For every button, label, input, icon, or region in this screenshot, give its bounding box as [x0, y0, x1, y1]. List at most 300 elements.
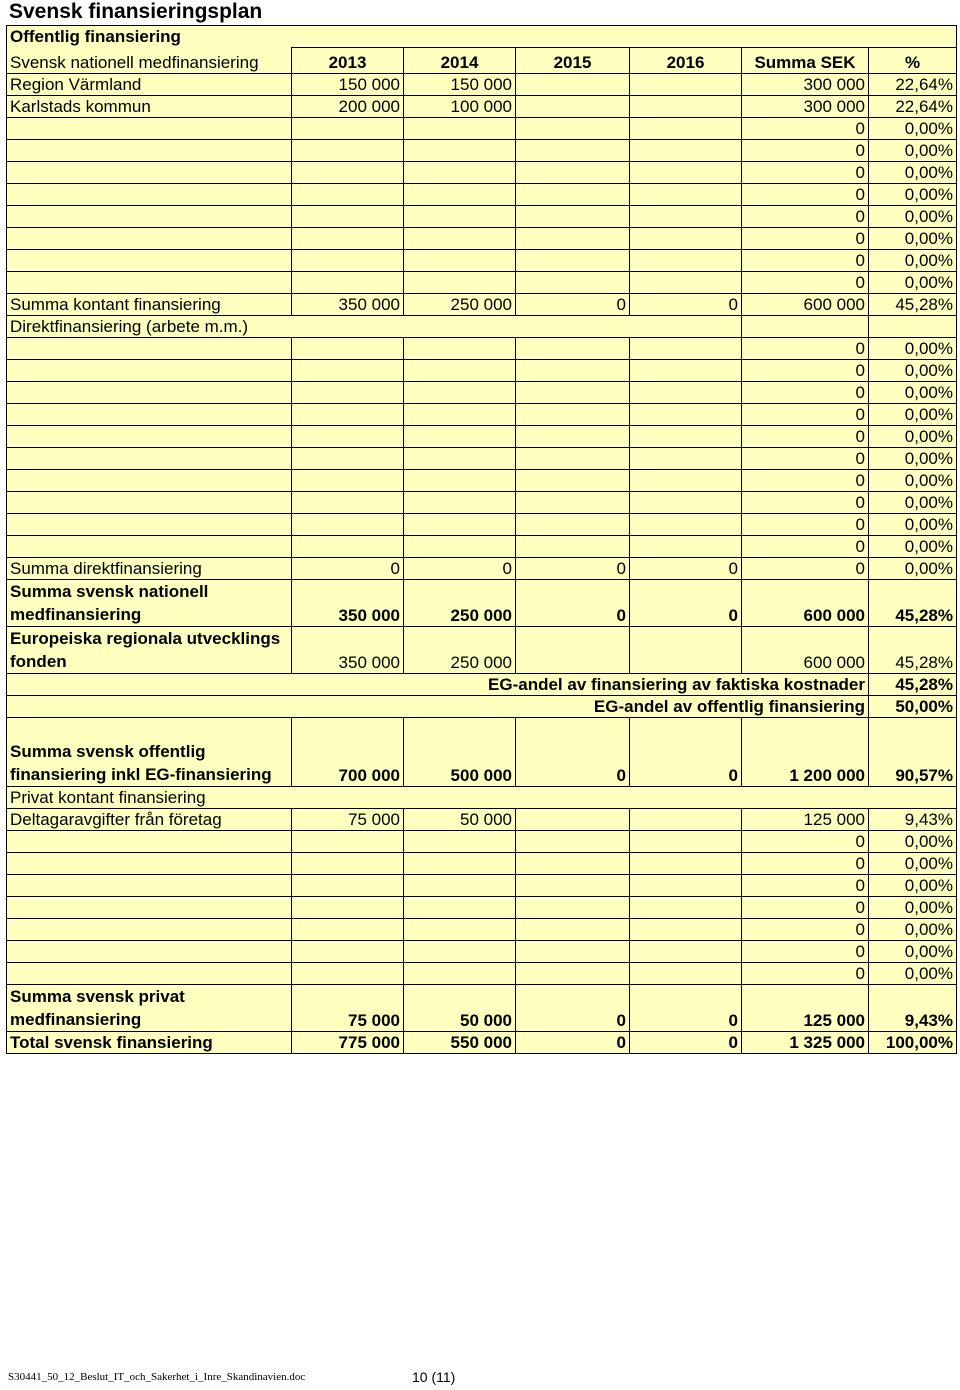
row-label: Europeiska regionala utvecklings fonden [7, 626, 292, 673]
cell-y2013 [292, 139, 404, 161]
cell-sum: 0 [742, 447, 869, 469]
cell-pct: 0,00% [869, 117, 957, 139]
cell-y2013 [292, 271, 404, 293]
cell-y2014 [404, 962, 516, 984]
cell-y2015: 0 [516, 557, 630, 579]
cell-sum: 0 [742, 852, 869, 874]
row-label [7, 183, 292, 205]
cell-y2013 [292, 852, 404, 874]
blank-cell [292, 381, 404, 403]
cell-y2015: 0 [516, 293, 630, 315]
cell-y2016 [630, 139, 742, 161]
cell-sum: 0 [742, 381, 869, 403]
table-row [7, 1031, 957, 1053]
blank-cell [516, 874, 630, 896]
blank-cell [516, 447, 630, 469]
cell-y2016: 0 [630, 1031, 742, 1053]
cell-y2013: 75 000 [292, 984, 404, 1031]
row-label [7, 918, 292, 940]
cell-y2015 [516, 161, 630, 183]
table-row [7, 874, 957, 896]
cell-y2014 [404, 896, 516, 918]
cell-y2013 [292, 918, 404, 940]
cell-y2013 [292, 874, 404, 896]
section-row [7, 26, 957, 48]
blank-cell [630, 381, 742, 403]
cell-sum: 125 000 [742, 808, 869, 830]
row-label: Summa svensk nationell medfinansiering [7, 579, 292, 626]
cell-y2016 [630, 117, 742, 139]
row-label: Summa kontant finansiering [7, 293, 292, 315]
header-2013: 2013 [292, 48, 404, 74]
footer-doc-name: S30441_50_12_Beslut_IT_och_Sakerhet_i_Inre_Skandinavien.doc [8, 1371, 306, 1383]
table-row [7, 513, 957, 535]
cell-pct: 0,00% [869, 918, 957, 940]
cell-y2013 [292, 249, 404, 271]
cell-y2013: 350 000 [292, 293, 404, 315]
row-label [7, 117, 292, 139]
cell-sum: 600 000 [742, 579, 869, 626]
cell-y2014: 250 000 [404, 579, 516, 626]
header-sum: Summa SEK [742, 48, 869, 74]
table-row [7, 695, 957, 717]
cell-sum: 0 [742, 227, 869, 249]
table-row [7, 161, 957, 183]
blank-cell [7, 425, 292, 447]
cell-sum: 0 [742, 249, 869, 271]
blank-cell [516, 918, 630, 940]
cell-pct: 0,00% [869, 874, 957, 896]
table-row [7, 535, 957, 557]
cell-y2013 [292, 830, 404, 852]
header-row [7, 48, 957, 74]
cell-y2013: 350 000 [292, 626, 404, 673]
blank-cell [516, 337, 630, 359]
cell-y2013 [292, 227, 404, 249]
cell-sum: 600 000 [742, 293, 869, 315]
row-label [7, 874, 292, 896]
cell-pct: 0,00% [869, 535, 957, 557]
cell-y2013 [292, 962, 404, 984]
cell-y2013 [292, 117, 404, 139]
cell-y2015 [516, 183, 630, 205]
cell-y2016: 0 [630, 557, 742, 579]
row-label [7, 205, 292, 227]
cell-sum: 0 [742, 557, 869, 579]
table-row [7, 557, 957, 579]
cell-y2014 [404, 139, 516, 161]
cell-sum: 0 [742, 962, 869, 984]
blank-cell [404, 403, 516, 425]
cell-pct: 0,00% [869, 139, 957, 161]
financing-table [6, 25, 957, 1054]
blank-cell [7, 673, 292, 695]
row-label [7, 896, 292, 918]
cell-y2014 [404, 874, 516, 896]
cell-pct: 9,43% [869, 984, 957, 1031]
table-row [7, 447, 957, 469]
blank-cell [516, 852, 630, 874]
cell-y2015 [516, 139, 630, 161]
cell-y2014: 0 [404, 557, 516, 579]
blank-cell [7, 447, 292, 469]
table-row [7, 271, 957, 293]
blank-cell [404, 381, 516, 403]
cell-y2014 [404, 830, 516, 852]
header-2015: 2015 [516, 48, 630, 74]
cell-sum: 0 [742, 513, 869, 535]
blank-cell [630, 513, 742, 535]
cell-sum: 0 [742, 535, 869, 557]
cell-y2016 [630, 161, 742, 183]
blank-cell [404, 337, 516, 359]
cell-y2014: 500 000 [404, 717, 516, 786]
row-label [7, 271, 292, 293]
cell-pct: 0,00% [869, 271, 957, 293]
cell-y2015 [516, 205, 630, 227]
blank-cell [630, 962, 742, 984]
cell-pct: 90,57% [869, 717, 957, 786]
blank-cell [7, 695, 292, 717]
blank-cell [292, 403, 404, 425]
blank-cell [516, 808, 630, 830]
cell-y2014: 50 000 [404, 808, 516, 830]
table-row [7, 830, 957, 852]
cell-y2015 [516, 249, 630, 271]
cell-y2014 [404, 227, 516, 249]
cell-y2015 [516, 271, 630, 293]
blank-cell [516, 381, 630, 403]
table-row [7, 469, 957, 491]
blank-cell [516, 513, 630, 535]
table-row [7, 73, 957, 95]
cell-pct: 0,00% [869, 852, 957, 874]
cell-y2013: 775 000 [292, 1031, 404, 1053]
cell-pct: 0,00% [869, 513, 957, 535]
cell-sum: 0 [742, 403, 869, 425]
blank-cell [742, 315, 869, 337]
cell-sum: 0 [742, 896, 869, 918]
blank-cell [630, 896, 742, 918]
page-title: Svensk finansieringsplan [9, 0, 263, 23]
cell-sum: 0 [742, 830, 869, 852]
cell-y2016 [630, 95, 742, 117]
row-label: Karlstads kommun [7, 95, 292, 117]
row-label [7, 139, 292, 161]
blank-cell [630, 852, 742, 874]
cell-y2015: 0 [516, 717, 630, 786]
cell-sum: 0 [742, 469, 869, 491]
blank-cell [292, 315, 404, 337]
cell-y2014 [404, 271, 516, 293]
blank-cell [404, 491, 516, 513]
cell-y2013 [292, 183, 404, 205]
cell-y2015: 0 [516, 984, 630, 1031]
cell-y2014 [404, 940, 516, 962]
header-label: Svensk nationell medfinansiering [7, 48, 292, 74]
cell-pct: 100,00% [869, 1031, 957, 1053]
blank-cell [292, 447, 404, 469]
cell-pct: 45,28% [869, 626, 957, 673]
cell-pct: 0,00% [869, 940, 957, 962]
cell-pct: 0,00% [869, 161, 957, 183]
cell-pct: 0,00% [869, 491, 957, 513]
cell-pct: 0,00% [869, 227, 957, 249]
table-row [7, 139, 957, 161]
cell-y2016 [630, 73, 742, 95]
cell-y2013 [292, 161, 404, 183]
blank-cell [7, 337, 292, 359]
row-label: Summa svensk offentlig finansiering inkl EG-finansiering [7, 717, 292, 786]
cell-y2015 [516, 626, 630, 673]
blank-cell [869, 315, 957, 337]
table-row [7, 940, 957, 962]
footer-page-number: 10 (11) [412, 1369, 456, 1385]
cell-y2014 [404, 852, 516, 874]
blank-cell [7, 359, 292, 381]
row-label [7, 962, 292, 984]
cell-pct: 0,00% [869, 249, 957, 271]
cell-y2016 [630, 249, 742, 271]
cell-y2015 [516, 227, 630, 249]
cell-y2014: 150 000 [404, 73, 516, 95]
section-row [7, 315, 957, 337]
cell-pct: 0,00% [869, 183, 957, 205]
blank-cell [630, 874, 742, 896]
blank-cell [292, 535, 404, 557]
row-label: Summa direktfinansiering [7, 557, 292, 579]
cell-pct: 22,64% [869, 73, 957, 95]
cell-y2014: 250 000 [404, 626, 516, 673]
blank-cell [404, 513, 516, 535]
cell-y2015 [516, 117, 630, 139]
cell-y2014 [404, 183, 516, 205]
blank-cell [7, 535, 292, 557]
cell-y2016: 0 [630, 579, 742, 626]
cell-y2014: 250 000 [404, 293, 516, 315]
cell-pct: 0,00% [869, 425, 957, 447]
cell-pct: 45,28% [869, 293, 957, 315]
cell-sum: 300 000 [742, 73, 869, 95]
cell-sum: 600 000 [742, 626, 869, 673]
blank-cell [630, 918, 742, 940]
row-label: EG-andel av finansiering av faktiska kostnader [292, 673, 869, 695]
cell-sum: 0 [742, 491, 869, 513]
blank-cell [404, 425, 516, 447]
cell-y2014 [404, 205, 516, 227]
blank-cell [292, 337, 404, 359]
table-row [7, 962, 957, 984]
blank-cell [630, 425, 742, 447]
cell-y2013 [292, 940, 404, 962]
blank-cell [516, 940, 630, 962]
blank-cell [516, 962, 630, 984]
blank-cell [404, 447, 516, 469]
blank-cell [630, 469, 742, 491]
blank-cell [630, 359, 742, 381]
cell-sum: 0 [742, 874, 869, 896]
blank-cell [7, 491, 292, 513]
cell-pct: 0,00% [869, 962, 957, 984]
blank-cell [7, 403, 292, 425]
cell-sum: 0 [742, 139, 869, 161]
cell-pct: 0,00% [869, 469, 957, 491]
table-row [7, 249, 957, 271]
table-row [7, 95, 957, 117]
cell-pct: 0,00% [869, 359, 957, 381]
cell-sum: 0 [742, 183, 869, 205]
blank-cell [630, 830, 742, 852]
blank-cell [516, 315, 630, 337]
cell-y2016 [630, 626, 742, 673]
cell-sum: 125 000 [742, 984, 869, 1031]
cell-y2013: 75 000 [292, 808, 404, 830]
blank-cell [404, 315, 516, 337]
section-public-label: Offentlig finansiering [7, 26, 957, 48]
table-row [7, 984, 957, 1031]
blank-cell [516, 469, 630, 491]
table-row [7, 425, 957, 447]
blank-cell [7, 381, 292, 403]
section-row [7, 786, 957, 808]
cell-y2013: 200 000 [292, 95, 404, 117]
cell-sum: 0 [742, 359, 869, 381]
table-row [7, 227, 957, 249]
blank-cell [630, 315, 742, 337]
cell-sum: 0 [742, 425, 869, 447]
cell-y2014: 100 000 [404, 95, 516, 117]
cell-y2016 [630, 271, 742, 293]
row-label [7, 227, 292, 249]
cell-pct: 0,00% [869, 447, 957, 469]
row-label [7, 249, 292, 271]
row-label: Region Värmland [7, 73, 292, 95]
cell-y2015: 0 [516, 579, 630, 626]
table-row [7, 896, 957, 918]
table-row [7, 579, 957, 626]
cell-y2013 [292, 205, 404, 227]
table-row [7, 626, 957, 673]
row-label [7, 161, 292, 183]
cell-pct: 50,00% [869, 695, 957, 717]
row-label: EG-andel av offentlig finansiering [292, 695, 869, 717]
blank-cell [516, 403, 630, 425]
blank-cell [7, 513, 292, 535]
cell-y2016: 0 [630, 293, 742, 315]
cell-y2014: 550 000 [404, 1031, 516, 1053]
blank-cell [292, 425, 404, 447]
cell-y2015: 0 [516, 1031, 630, 1053]
table-row [7, 183, 957, 205]
row-label [7, 830, 292, 852]
header-pct: % [869, 48, 957, 74]
blank-cell [516, 359, 630, 381]
blank-cell [292, 513, 404, 535]
blank-cell [630, 491, 742, 513]
cell-y2013: 150 000 [292, 73, 404, 95]
cell-sum: 0 [742, 271, 869, 293]
cell-y2016 [630, 205, 742, 227]
cell-y2015 [516, 95, 630, 117]
row-label: Deltagaravgifter från företag [7, 808, 292, 830]
cell-y2014 [404, 918, 516, 940]
cell-sum: 0 [742, 337, 869, 359]
cell-pct: 9,43% [869, 808, 957, 830]
blank-cell [516, 535, 630, 557]
cell-y2013: 350 000 [292, 579, 404, 626]
blank-cell [516, 425, 630, 447]
cell-pct: 0,00% [869, 557, 957, 579]
table-row [7, 381, 957, 403]
table-row [7, 359, 957, 381]
cell-y2016: 0 [630, 984, 742, 1031]
cell-sum: 0 [742, 117, 869, 139]
cell-y2013 [292, 896, 404, 918]
cell-y2016: 0 [630, 717, 742, 786]
blank-cell [404, 469, 516, 491]
header-2016: 2016 [630, 48, 742, 74]
blank-cell [292, 469, 404, 491]
row-label [7, 852, 292, 874]
table-row [7, 808, 957, 830]
blank-cell [516, 491, 630, 513]
cell-pct: 45,28% [869, 673, 957, 695]
cell-pct: 22,64% [869, 95, 957, 117]
blank-cell [630, 403, 742, 425]
blank-cell [516, 896, 630, 918]
cell-sum: 1 325 000 [742, 1031, 869, 1053]
table-row [7, 673, 957, 695]
cell-pct: 0,00% [869, 337, 957, 359]
cell-pct: 0,00% [869, 896, 957, 918]
table-row [7, 717, 957, 786]
table-row [7, 337, 957, 359]
table-row [7, 205, 957, 227]
cell-pct: 0,00% [869, 830, 957, 852]
blank-cell [630, 940, 742, 962]
header-2014: 2014 [404, 48, 516, 74]
blank-cell [630, 808, 742, 830]
blank-cell [630, 337, 742, 359]
row-label: Summa svensk privat medfinansiering [7, 984, 292, 1031]
blank-cell [404, 359, 516, 381]
cell-y2014 [404, 117, 516, 139]
blank-cell [516, 830, 630, 852]
table-row [7, 403, 957, 425]
blank-cell [292, 491, 404, 513]
cell-pct: 0,00% [869, 381, 957, 403]
table-row [7, 293, 957, 315]
cell-pct: 0,00% [869, 403, 957, 425]
blank-cell [630, 447, 742, 469]
blank-cell [404, 535, 516, 557]
blank-cell [630, 535, 742, 557]
cell-sum: 1 200 000 [742, 717, 869, 786]
table-row [7, 852, 957, 874]
row-label [7, 940, 292, 962]
table-row [7, 117, 957, 139]
cell-y2014 [404, 249, 516, 271]
cell-sum: 0 [742, 161, 869, 183]
cell-pct: 45,28% [869, 579, 957, 626]
blank-cell [7, 469, 292, 491]
direct-heading: Direktfinansiering (arbete m.m.) [7, 315, 292, 337]
blank-cell [292, 359, 404, 381]
cell-sum: 300 000 [742, 95, 869, 117]
cell-sum: 0 [742, 918, 869, 940]
cell-y2015 [516, 73, 630, 95]
private-heading: Privat kontant finansiering [7, 786, 957, 808]
